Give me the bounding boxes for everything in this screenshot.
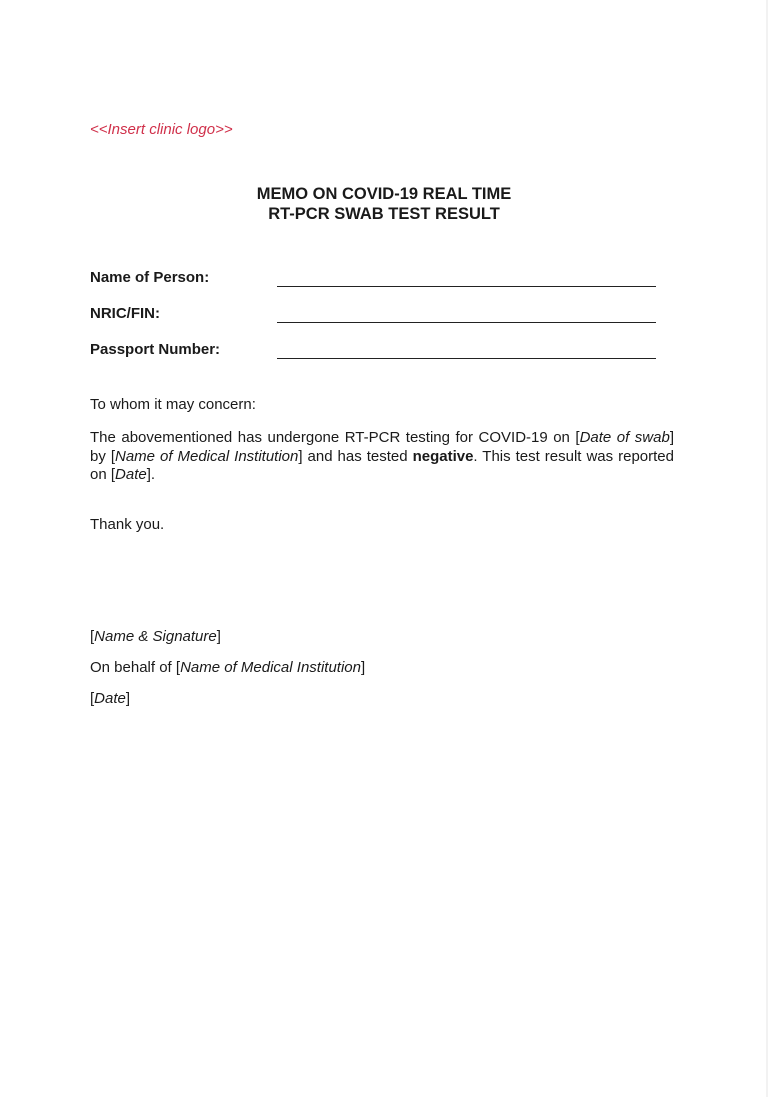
signature-line bbox=[90, 628, 221, 646]
date-placeholder: Date bbox=[94, 690, 126, 707]
title-line-1: MEMO ON COVID-19 REAL TIME bbox=[256, 185, 512, 203]
report-date-placeholder: Date bbox=[115, 466, 147, 483]
date-of-swab-placeholder: Date of swab bbox=[579, 429, 670, 446]
nric-fin-blank[interactable] bbox=[277, 322, 656, 323]
title-line-2: RT-PCR SWAB TEST RESULT bbox=[268, 205, 500, 223]
signature-date-line bbox=[90, 690, 130, 708]
memo-title bbox=[0, 184, 768, 224]
body-text: The abovementioned has undergone RT-PCR testing for COVID-19 on [ bbox=[90, 429, 580, 446]
name-of-person-blank[interactable] bbox=[277, 286, 656, 287]
body-text: ] by [ bbox=[90, 429, 674, 465]
field-label: Name of Person: bbox=[90, 269, 210, 286]
field-name-of-person bbox=[90, 269, 656, 291]
body-paragraph bbox=[90, 429, 674, 485]
field-nric-fin bbox=[90, 305, 656, 327]
clinic-logo-placeholder: <<Insert clinic logo>> bbox=[90, 121, 233, 138]
field-passport-number bbox=[90, 341, 656, 363]
closing: Thank you. bbox=[90, 516, 165, 533]
salutation: To whom it may concern: bbox=[90, 396, 256, 413]
institution-placeholder: Name of Medical Institution bbox=[115, 447, 299, 465]
bracket: [ bbox=[90, 690, 95, 707]
field-label: Passport Number: bbox=[90, 341, 221, 358]
on-behalf-line bbox=[90, 659, 365, 677]
bracket: ] bbox=[216, 628, 221, 645]
body-text: . This test result was reported on [ bbox=[90, 447, 674, 483]
name-signature-placeholder: Name & Signature bbox=[94, 628, 217, 645]
test-result: negative bbox=[412, 447, 474, 465]
bracket: [ bbox=[90, 628, 95, 645]
institution-placeholder: Name of Medical Institution bbox=[180, 659, 361, 676]
bracket: ] bbox=[125, 690, 131, 707]
bracket: ] bbox=[360, 659, 366, 676]
passport-number-blank[interactable] bbox=[277, 358, 656, 359]
on-behalf-text: On behalf of [ bbox=[90, 659, 181, 676]
body-text: ] and has tested bbox=[298, 447, 413, 465]
field-label: NRIC/FIN: bbox=[90, 305, 160, 322]
body-text: ]. bbox=[146, 466, 156, 483]
